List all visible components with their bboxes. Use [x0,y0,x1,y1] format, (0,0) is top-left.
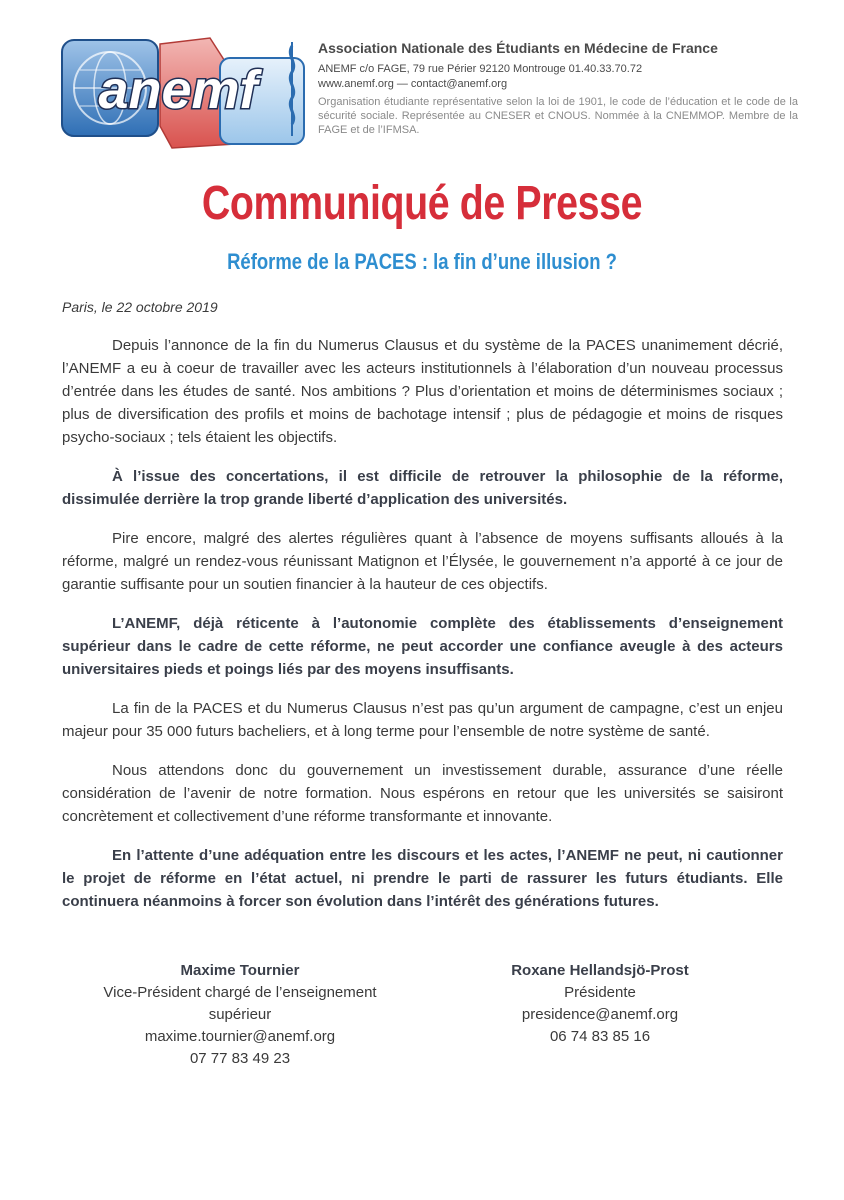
signature-left [100,960,380,1070]
logo-wordmark: anemf [98,60,258,120]
organization-contact: www.anemf.org — contact@anemf.org [318,78,508,90]
paragraph-1: Depuis l’annonce de la fin du Numerus Clausus et du système de la PACES unanimement décrié, l’ANEMF a eu à coeur de travailler avec les acteurs institutionnels à l’élaboration d’un nouveau processus d’entrée dans les études de santé. Nos ambitions ? Plus d’orientation et moins de déterminismes sociaux ; plus de diversification des profils et moins de bachotage intensif ; plus de pédagogie et moins de risques psycho-sociaux ; tels étaient les objectifs. [62,337,783,446]
paragraph-3: Pire encore, malgré des alertes régulières quant à l’absence de moyens suffisants alloués à la réforme, malgré un rendez-vous réunissant Matignon et l’Élysée, le gouvernement n’a apporté à ce jour de garantie suffisante pour un soutien financier à la hauteur de ces objectifs. [62,530,783,593]
paragraph-2: À l’issue des concertations, il est difficile de retrouver la philosophie de la réforme, dissimulée derrière la trop grande liberté d’application des universités. [62,468,783,508]
signature-phone: 07 77 83 49 23 [189,1050,291,1067]
signature-email: presidence@anemf.org [521,1006,679,1023]
signature-right [470,960,730,1048]
paragraph-7: En l’attente d’une adéquation entre les discours et les actes, l’ANEMF ne peut, ni cautionner le projet de réforme en l’état actuel, ni prendre le parti de rassurer les futurs étudiants. Elle continuera néanmoins à forcer son évolution dans l’intérêt des générations futures. [62,847,783,910]
paragraph-4: L’ANEMF, déjà réticente à l’autonomie complète des établissements d’enseignement supérieur dans le cadre de cette réforme, ne peut accorder une confiance aveugle à des acteurs universitaires pieds et poings liés par des moyens insuffisants. [62,615,783,678]
organization-address: ANEMF c/o FAGE, 79 rue Périer 92120 Montrouge 01.40.33.70.72 [318,63,643,75]
letterhead [60,36,800,156]
organization-info [318,40,798,137]
organization-name: Association Nationale des Étudiants en Médecine de France [318,40,718,56]
press-body [62,334,783,929]
signature-name: Maxime Tournier [180,962,300,979]
paragraph-6: Nous attendons donc du gouvernement un investissement durable, assurance d’une réelle considération de l’avenir de notre formation. Nous espérons en retour que les universités se saisiront concrètement et collectivement d’une réforme transformante et innovante. [62,762,783,825]
signature-phone: 06 74 83 85 16 [549,1028,651,1045]
press-date: Paris, le 22 octobre 2019 [62,299,218,315]
page-subtitle: Réforme de la PACES : la fin d’une illusion ? [227,249,617,274]
signature-role: Vice-Président chargé de l’enseignement supérieur [103,984,377,1023]
signature-email: maxime.tournier@anemf.org [144,1028,336,1045]
anemf-logo [60,36,308,152]
signature-name: Roxane Hellandsjö-Prost [511,962,689,979]
organization-description: Organisation étudiante représentative selon la loi de 1901, le code de l’éducation et le code de la sécurité sociale. Représentée au CNESER et CNOUS. Nommée à la CNEMMOP. Membre de la FAGE et de l’IFMSA. [318,96,798,136]
page-title: Communiqué de Presse [201,177,643,230]
signature-role: Présidente [564,984,636,1001]
paragraph-5: La fin de la PACES et du Numerus Clausus n’est pas qu’un argument de campagne, c’est un enjeu majeur pour 35 000 futurs bacheliers, et à long terme pour l’ensemble de notre système de santé. [62,700,783,740]
